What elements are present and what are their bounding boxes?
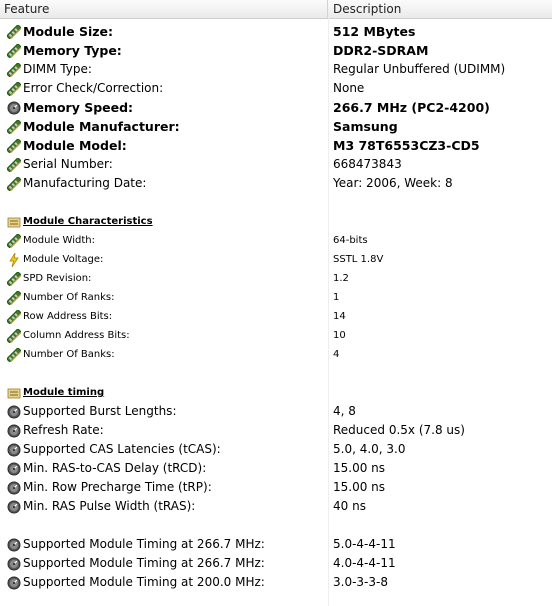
description-value: 5.0, 4.0, 3.0 — [333, 442, 406, 456]
section-icon — [7, 385, 21, 399]
table-row[interactable] — [0, 345, 552, 364]
description-value: Regular Unbuffered (UDIMM) — [333, 62, 506, 76]
table-row[interactable] — [0, 459, 552, 478]
memory-module-icon — [7, 347, 21, 361]
feature-label: DIMM Type: — [23, 62, 92, 76]
memory-module-icon — [7, 176, 21, 190]
description-value: 4, 8 — [333, 404, 356, 418]
table-row[interactable] — [0, 174, 552, 193]
memory-module-icon — [7, 290, 21, 304]
description-value: 64-bits — [333, 235, 368, 246]
section-icon — [7, 214, 21, 228]
memory-module-icon — [7, 233, 21, 247]
section-header[interactable] — [0, 383, 552, 402]
section-title: Module timing — [23, 387, 105, 398]
memory-module-icon — [7, 271, 21, 285]
memory-module-icon — [7, 309, 21, 323]
table-row[interactable] — [0, 497, 552, 516]
table-row[interactable] — [0, 98, 552, 117]
description-value: 15.00 ns — [333, 480, 386, 494]
table-row[interactable] — [0, 41, 552, 60]
table-row[interactable] — [0, 478, 552, 497]
memory-module-icon — [7, 138, 21, 152]
column-header — [0, 0, 552, 19]
table-row[interactable] — [0, 269, 552, 288]
description-value: 4 — [333, 349, 340, 360]
feature-label: Supported CAS Latencies (tCAS): — [23, 442, 221, 456]
table-row[interactable] — [0, 79, 552, 98]
feature-label: Supported Burst Lengths: — [23, 404, 177, 418]
description-value: 4.0-4-4-11 — [333, 556, 396, 570]
gauge-icon — [7, 423, 21, 437]
feature-label: Module Manufacturer: — [23, 119, 180, 134]
feature-label: Memory Speed: — [23, 100, 134, 115]
description-value: 1.2 — [333, 273, 349, 284]
lightning-icon — [7, 252, 21, 266]
description-value: SSTL 1.8V — [333, 254, 384, 265]
gauge-icon — [7, 499, 21, 513]
feature-label: SPD Revision: — [23, 273, 92, 284]
feature-label: Row Address Bits: — [23, 311, 113, 322]
description-value: 10 — [333, 330, 346, 341]
table-row[interactable] — [0, 535, 552, 554]
feature-column-header[interactable]: Feature — [0, 0, 328, 18]
feature-label: Manufacturing Date: — [23, 176, 147, 190]
feature-label: Refresh Rate: — [23, 423, 104, 437]
description-value: 1 — [333, 292, 340, 303]
description-value: DDR2-SDRAM — [333, 43, 429, 58]
table-row[interactable] — [0, 573, 552, 592]
feature-label: Min. Row Precharge Time (tRP): — [23, 480, 212, 494]
table-row[interactable] — [0, 155, 552, 174]
description-value: Reduced 0.5x (7.8 us) — [333, 423, 465, 437]
feature-label: Number Of Ranks: — [23, 292, 115, 303]
feature-label: Min. RAS-to-CAS Delay (tRCD): — [23, 461, 207, 475]
memory-module-icon — [7, 157, 21, 171]
description-value: 266.7 MHz (PC2-4200) — [333, 100, 490, 115]
gauge-icon — [7, 442, 21, 456]
table-row[interactable] — [0, 22, 552, 41]
section-title: Module Characteristics — [23, 216, 153, 227]
feature-label: Serial Number: — [23, 157, 113, 171]
memory-module-icon — [7, 24, 21, 38]
memory-module-icon — [7, 328, 21, 342]
table-row[interactable] — [0, 554, 552, 573]
description-value: 3.0-3-3-8 — [333, 575, 388, 589]
description-value: M3 78T6553CZ3-CD5 — [333, 138, 480, 153]
gauge-icon — [7, 537, 21, 551]
description-value: Samsung — [333, 119, 398, 134]
feature-label: Memory Type: — [23, 43, 122, 58]
gauge-icon — [7, 404, 21, 418]
table-row[interactable] — [0, 117, 552, 136]
gauge-icon — [7, 575, 21, 589]
description-value: 668473843 — [333, 157, 402, 171]
table-row[interactable] — [0, 136, 552, 155]
description-value: 14 — [333, 311, 346, 322]
table-row[interactable] — [0, 250, 552, 269]
gauge-icon — [7, 100, 21, 114]
feature-label: Number Of Banks: — [23, 349, 115, 360]
description-value: 15.00 ns — [333, 461, 386, 475]
feature-label: Module Model: — [23, 138, 127, 153]
description-value: 512 MBytes — [333, 24, 416, 39]
table-row[interactable] — [0, 288, 552, 307]
memory-module-icon — [7, 119, 21, 133]
feature-label: Supported Module Timing at 266.7 MHz: — [23, 537, 265, 551]
gauge-icon — [7, 461, 21, 475]
table-row[interactable] — [0, 307, 552, 326]
table-row[interactable] — [0, 421, 552, 440]
memory-module-icon — [7, 81, 21, 95]
table-row[interactable] — [0, 231, 552, 250]
memory-module-icon — [7, 62, 21, 76]
feature-label: Column Address Bits: — [23, 330, 130, 341]
description-value: 5.0-4-4-11 — [333, 537, 396, 551]
description-column-header[interactable]: Description — [333, 2, 402, 16]
description-value: None — [333, 81, 365, 95]
table-row[interactable] — [0, 402, 552, 421]
feature-label: Module Size: — [23, 24, 114, 39]
feature-label: Error Check/Correction: — [23, 81, 164, 95]
gauge-icon — [7, 480, 21, 494]
table-row[interactable] — [0, 60, 552, 79]
feature-label: Min. RAS Pulse Width (tRAS): — [23, 499, 196, 513]
feature-label: Supported Module Timing at 200.0 MHz: — [23, 575, 265, 589]
feature-label: Module Voltage: — [23, 254, 104, 265]
table-row[interactable] — [0, 326, 552, 345]
feature-label: Supported Module Timing at 266.7 MHz: — [23, 556, 265, 570]
gauge-icon — [7, 556, 21, 570]
section-header[interactable] — [0, 212, 552, 231]
memory-module-icon — [7, 43, 21, 57]
table-row[interactable] — [0, 440, 552, 459]
description-value: Year: 2006, Week: 8 — [333, 176, 453, 190]
description-value: 40 ns — [333, 499, 366, 513]
feature-label: Module Width: — [23, 235, 95, 246]
